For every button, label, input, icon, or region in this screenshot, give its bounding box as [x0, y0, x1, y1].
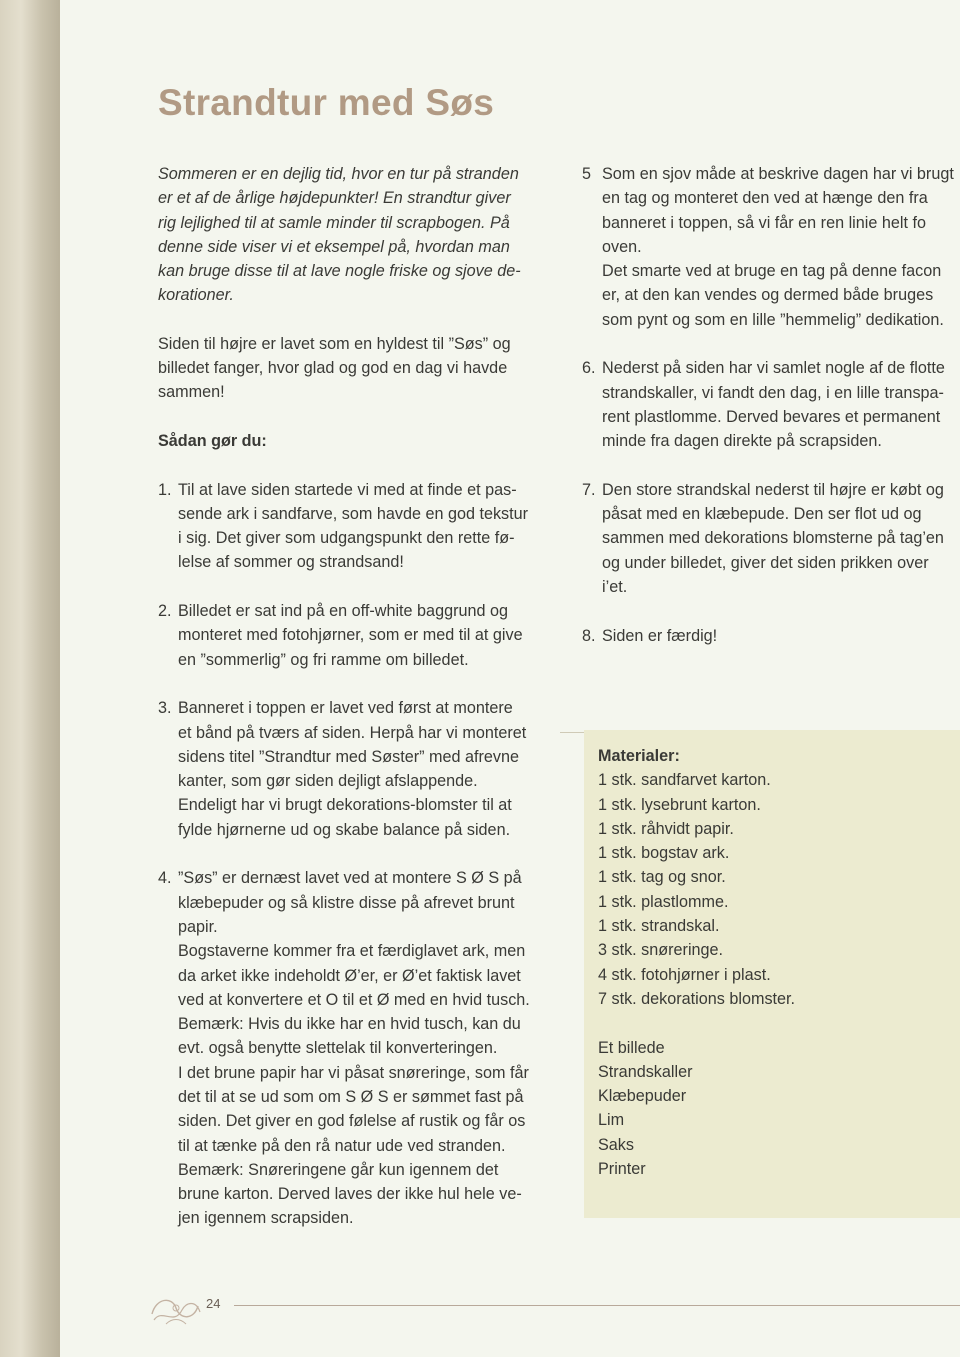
- step-line: et bånd på tværs af siden. Herpå har vi monteret: [178, 723, 527, 742]
- step-line: strandskaller, vi fandt den dag, i en lille transpa-: [602, 383, 944, 402]
- list-item: 1 stk. tag og snor.: [598, 868, 726, 887]
- step-line: Den store strandskal nederst til højre er købt og: [602, 480, 944, 499]
- page-title: Strandtur med Søs: [158, 82, 495, 123]
- paragraph-line: sammen!: [158, 383, 225, 402]
- step-line: klæbepuder og så klistre disse på afrevet brunt: [178, 893, 515, 912]
- intro-line: denne side viser vi et eksempel på, hvordan man: [158, 237, 510, 256]
- steps-right: [582, 162, 960, 648]
- right-column: [582, 162, 960, 672]
- step-number: 3.: [158, 699, 172, 718]
- step-line: papir.: [178, 917, 218, 936]
- step-line: siden. Det giver en god følelse af rustik og får os: [178, 1112, 526, 1131]
- list-item: Klæbepuder: [598, 1087, 687, 1106]
- step-line: ved at konvertere et O til et Ø med en hvid tusch.: [178, 990, 530, 1009]
- body-paragraph: [158, 332, 540, 405]
- step-line: Bemærk: Snøreringene går kun igennem det: [178, 1160, 499, 1179]
- step-line: rent plastlomme. Derved bevares et permanent: [602, 407, 941, 426]
- step-line: Det smarte ved at bruge en tag på denne facon: [602, 262, 942, 281]
- list-item: Saks: [598, 1135, 634, 1154]
- ornament-icon: [146, 1290, 204, 1330]
- intro-line: er et af de årlige højdepunkter! En strandtur giver: [158, 189, 511, 208]
- step-line: fylde hjørnerne ud og skabe balance på siden.: [178, 820, 511, 839]
- step-line: som pynt og som en lille ”hemmelig” dedikation.: [602, 310, 944, 329]
- page-number: 24: [206, 1296, 221, 1311]
- step-line: og under billedet, giver det siden prikken over: [602, 553, 929, 572]
- list-item: Lim: [598, 1111, 625, 1130]
- intro-line: korationer.: [158, 286, 234, 305]
- list-item: Printer: [598, 1160, 646, 1179]
- step-line: påsat med en klæbepude. Den ser flot ud og: [602, 505, 922, 524]
- step-line: evt. også benytte slettelak til konverteringen.: [178, 1039, 498, 1058]
- left-column: [158, 162, 540, 1255]
- step-number: 1.: [158, 480, 172, 499]
- list-item: 3 stk. snøreringe.: [598, 941, 724, 960]
- list-item: Et billede: [598, 1038, 665, 1057]
- steps-left: [158, 478, 540, 1231]
- step-line: ”Søs” er dernæst lavet ved at montere S Ø S på: [178, 869, 522, 888]
- extras-list: [598, 1036, 795, 1182]
- step-line: oven.: [602, 237, 642, 256]
- step-text: [602, 624, 960, 648]
- step-line: Endeligt har vi brugt dekorations-blomster til at: [178, 796, 512, 815]
- step-text: [602, 478, 960, 599]
- step-line: sende ark i sandfarve, som havde en god tekstur: [178, 504, 529, 523]
- step-text: [178, 599, 540, 672]
- materials-box: [584, 730, 960, 1218]
- step-line: sammen med dekorations blomsterne på tag’en: [602, 529, 944, 548]
- step-line: I det brune papir har vi påsat snøreringe, som får: [178, 1063, 529, 1082]
- step-line: Som en sjov måde at beskrive dagen har vi brugt: [602, 165, 954, 183]
- intro-line: kan bruge disse til at lave nogle friske og sjove de-: [158, 262, 521, 281]
- book-spine: [0, 0, 60, 1357]
- paragraph-line: billedet fanger, hvor glad og god en dag vi havde: [158, 359, 508, 378]
- step-number: 8.: [582, 626, 596, 645]
- step-line: jen igennem scrapsiden.: [178, 1209, 354, 1228]
- intro-line: Sommeren er en dejlig tid, hvor en tur på stranden: [158, 165, 519, 183]
- step-text: [602, 162, 960, 332]
- page: [60, 0, 960, 1357]
- list-item: 1 stk. strandskal.: [598, 917, 720, 936]
- step-item: [582, 356, 960, 453]
- step-line: monteret med fotohjørner, som er med til at give: [178, 626, 523, 645]
- paragraph-line: Siden til højre er lavet som en hyldest til ”Søs” og: [158, 334, 511, 353]
- step-number: 5: [582, 165, 592, 183]
- list-item: 7 stk. dekorations blomster.: [598, 989, 796, 1008]
- step-line: i’et.: [602, 578, 628, 597]
- materials-heading: Materialer:: [598, 747, 680, 765]
- materials-list: [598, 768, 795, 1011]
- step-line: Nederst på siden har vi samlet nogle af de flotte: [602, 359, 945, 378]
- step-line: til at tænke på den rå natur ude ved stranden.: [178, 1136, 506, 1155]
- step-text: [602, 356, 960, 453]
- step-text: [178, 696, 540, 842]
- intro-text: [158, 162, 540, 308]
- step-item: [582, 624, 960, 648]
- step-line: er, at den kan vendes og dermed både bruges: [602, 286, 934, 305]
- step-line: kanter, som gør siden dejligt afslappende.: [178, 772, 478, 791]
- step-line: banneret i toppen, så vi får en ren linie helt fo: [602, 213, 926, 232]
- list-item: 1 stk. bogstav ark.: [598, 844, 730, 863]
- step-line: minde fra dagen direkte på scrapsiden.: [602, 432, 882, 451]
- step-text: [178, 478, 540, 575]
- divider: [560, 732, 586, 733]
- intro-line: rig lejlighed til at samle minder til scrapbogen. På: [158, 213, 510, 232]
- list-item: 1 stk. lysebrunt karton.: [598, 795, 761, 814]
- list-item: 1 stk. sandfarvet karton.: [598, 771, 771, 790]
- step-line: en tag og monteret den ved at hænge den fra: [602, 189, 928, 208]
- step-line: Siden er færdig!: [602, 626, 718, 645]
- list-item: 1 stk. råhvidt papir.: [598, 819, 734, 838]
- step-line: Banneret i toppen er lavet ved først at montere: [178, 699, 513, 718]
- step-number: 6.: [582, 359, 596, 378]
- step-number: 2.: [158, 602, 172, 621]
- list-item: Strandskaller: [598, 1062, 693, 1081]
- subheading: Sådan gør du:: [158, 431, 267, 450]
- step-line: sidens titel ”Strandtur med Søster” med afrevne: [178, 747, 519, 766]
- step-item: [582, 478, 960, 599]
- step-line: en ”sommerlig” og fri ramme om billedet.: [178, 650, 469, 669]
- step-number: 7.: [582, 480, 596, 499]
- step-line: Bogstaverne kommer fra et færdiglavet ark, men: [178, 942, 526, 961]
- step-item: [582, 162, 960, 332]
- step-item: [158, 478, 540, 575]
- step-item: [158, 866, 540, 1230]
- step-item: [158, 599, 540, 672]
- step-text: [178, 866, 540, 1230]
- step-line: lelse af sommer og strandsand!: [178, 553, 404, 572]
- step-line: Bemærk: Hvis du ikke har en hvid tusch, kan du: [178, 1015, 521, 1034]
- step-line: Til at lave siden startede vi med at finde et pas-: [178, 480, 517, 499]
- step-item: [158, 696, 540, 842]
- step-line: i sig. Det giver som udgangspunkt den rette fø-: [178, 529, 515, 548]
- step-number: 4.: [158, 869, 172, 888]
- list-item: 1 stk. plastlomme.: [598, 892, 729, 911]
- step-line: Billedet er sat ind på en off-white baggrund og: [178, 602, 508, 621]
- footer-rule: [234, 1305, 960, 1306]
- step-line: da arket ikke indeholdt Ø’er, er Ø’et faktisk lavet: [178, 966, 521, 985]
- step-line: brune karton. Derved laves der ikke hul hele ve-: [178, 1185, 522, 1204]
- step-line: det til at se ud som om S Ø S er sømmet fast på: [178, 1087, 524, 1106]
- list-item: 4 stk. fotohjørner i plast.: [598, 965, 771, 984]
